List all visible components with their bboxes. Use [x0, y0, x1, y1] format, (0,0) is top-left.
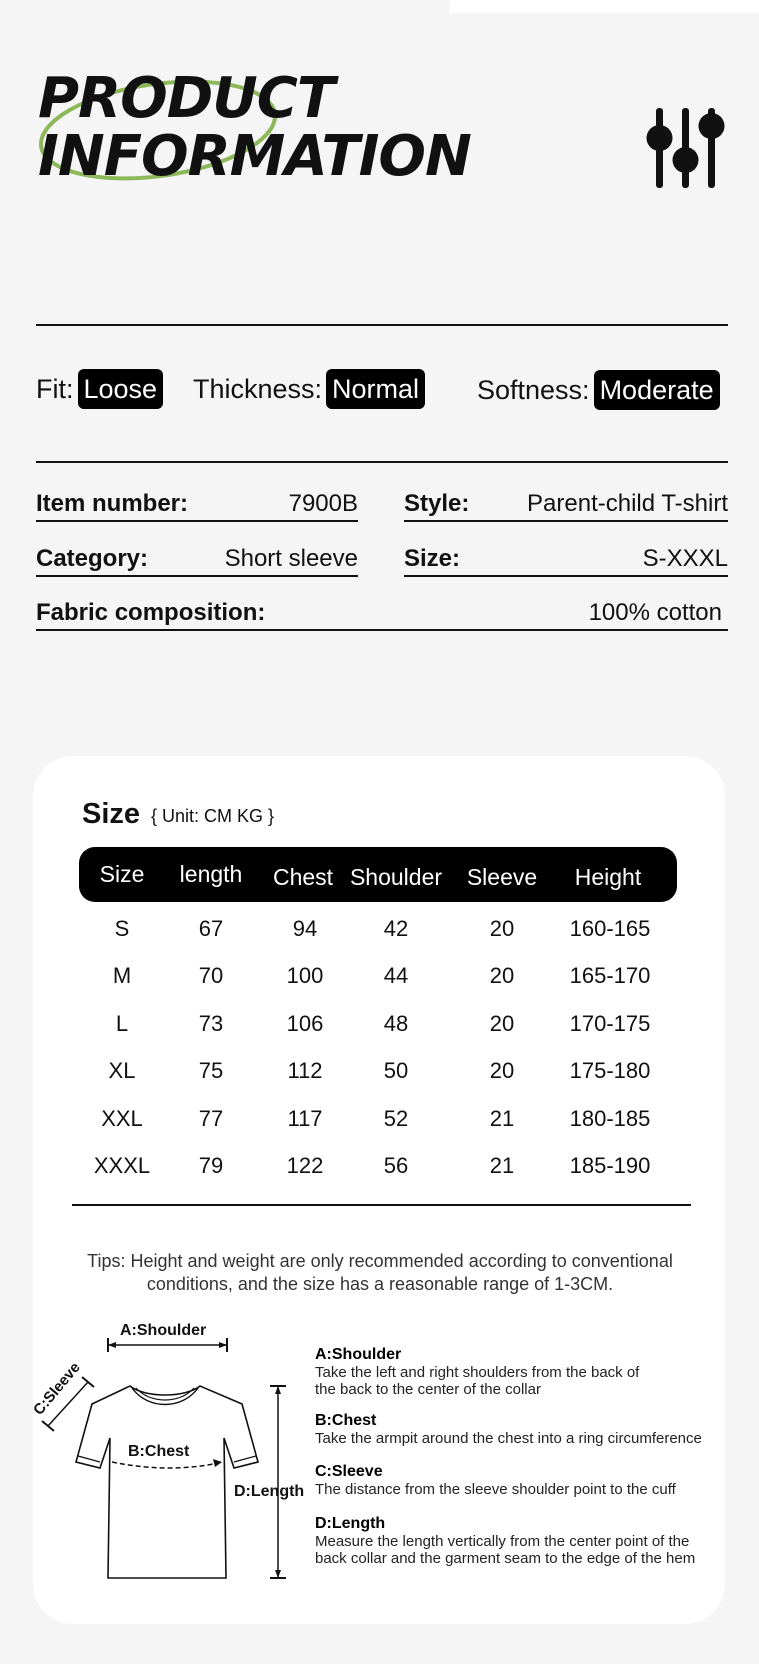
table-cell: XXL [101, 1105, 143, 1131]
header-length: length [179, 861, 243, 887]
header-size: Size [99, 861, 145, 887]
info-label: Style: [404, 490, 470, 517]
measure-chest [315, 1412, 702, 1447]
table-cell: XXXL [93, 1153, 151, 1178]
measure-title: A:Shoulder [315, 1346, 402, 1363]
table-cell: 79 [198, 1153, 224, 1178]
tips-line-2: conditions, and the size has a reasonable range of 1-3CM. [146, 1274, 614, 1294]
measure-line: Measure the length vertically from the center point of the [315, 1533, 690, 1550]
page-title [38, 66, 471, 189]
info-category [36, 545, 358, 577]
diagram-shoulder-label: A:Shoulder [120, 1322, 207, 1339]
info-value: Parent-child T-shirt [527, 490, 728, 517]
info-label: Fabric composition: [36, 599, 266, 626]
table-cell: 185-190 [569, 1153, 651, 1178]
attr-badge: Normal [326, 369, 425, 409]
attr-badge: Loose [78, 369, 164, 409]
table-cell: 67 [198, 916, 224, 941]
table-cell: 20 [489, 963, 515, 989]
table-cell: 106 [286, 1010, 324, 1036]
tshirt-diagram [20, 1316, 320, 1586]
attr-softness [477, 370, 720, 410]
info-label: Item number: [36, 490, 189, 517]
table-cell: 180-185 [569, 1105, 651, 1131]
table-cell: 44 [383, 963, 409, 989]
measure-line: Take the left and right shoulders from the back of [315, 1364, 640, 1381]
attr-label: Fit: [36, 373, 74, 404]
table-cell: S [114, 916, 130, 941]
table-cell: 165-170 [569, 963, 651, 989]
table-cell: 77 [198, 1105, 224, 1131]
table-cell: 175-180 [569, 1058, 651, 1084]
header-chest: Chest [272, 864, 334, 890]
measure-title: C:Sleeve [315, 1463, 383, 1480]
measure-line: Take the armpit around the chest into a ring circumference [315, 1430, 702, 1447]
table-cell: 100 [286, 963, 324, 989]
table-cell: 20 [489, 916, 515, 941]
table-cell: 52 [383, 1105, 409, 1131]
top-white-strip [450, 0, 759, 13]
table-cell: 42 [383, 916, 409, 941]
tips-line-1: Tips: Height and weight are only recommended according to conventional [87, 1251, 673, 1271]
size-chart-title: Size [82, 798, 141, 830]
divider-top [36, 324, 728, 326]
attr-badge: Moderate [594, 370, 720, 410]
info-value: Short sleeve [224, 545, 358, 572]
info-value: 100% cotton [588, 599, 722, 626]
measure-title: B:Chest [315, 1412, 377, 1429]
info-item-number [36, 490, 358, 522]
info-label: Size: [404, 545, 461, 572]
table-cell: 160-165 [569, 916, 651, 941]
table-cell: 50 [383, 1058, 409, 1084]
table-cell: XL [108, 1058, 136, 1084]
table-cell: 73 [198, 1010, 224, 1036]
table-cell: 70 [198, 963, 224, 989]
attr-thickness [193, 369, 425, 409]
table-cell: L [115, 1010, 129, 1036]
size-table-header [79, 847, 677, 902]
sliders-icon [644, 106, 728, 190]
measure-line: The distance from the sleeve shoulder point to the cuff [315, 1481, 676, 1498]
table-cell: 94 [292, 916, 318, 941]
info-value: 7900B [288, 490, 358, 517]
info-style [404, 490, 728, 522]
diagram-length-label: D:Length [234, 1483, 305, 1500]
header-sleeve: Sleeve [466, 864, 538, 890]
table-cell: 117 [287, 1105, 323, 1131]
diagram-sleeve-label: C:Sleeve [30, 1359, 84, 1419]
info-label: Category: [36, 545, 149, 572]
table-cell: 170-175 [569, 1010, 651, 1036]
table-cell: M [112, 963, 132, 989]
attr-label: Softness: [477, 374, 590, 405]
table-cell: 20 [489, 1058, 515, 1084]
header-height: Height [574, 864, 642, 890]
title-line-1: PRODUCT [38, 66, 335, 131]
table-cell: 21 [489, 1105, 515, 1131]
table-cell: 48 [383, 1010, 409, 1036]
table-cell: 122 [286, 1153, 324, 1178]
measure-sleeve [315, 1463, 676, 1498]
table-cell: 20 [489, 1010, 515, 1036]
table-cell: 75 [198, 1058, 224, 1084]
table-cell: 21 [489, 1153, 515, 1178]
size-chart-unit: { Unit: CM KG } [151, 806, 275, 826]
divider-middle [36, 461, 728, 463]
attr-label: Thickness: [193, 373, 323, 404]
info-size [404, 545, 728, 577]
measure-line: the back to the center of the collar [315, 1381, 541, 1398]
measure-length [315, 1515, 695, 1567]
measure-shoulder [315, 1346, 639, 1398]
title-line-2: INFORMATION [38, 124, 471, 189]
info-value: S-XXXL [642, 545, 728, 572]
table-bottom-rule [72, 1204, 691, 1206]
table-cell: 112 [287, 1058, 323, 1084]
measure-line: back collar and the garment seam to the edge of the hem [315, 1550, 696, 1567]
attr-fit [36, 369, 163, 409]
header-shoulder: Shoulder [349, 864, 443, 890]
measure-title: D:Length [315, 1515, 386, 1532]
tips-text [60, 1250, 700, 1296]
info-fabric [36, 599, 728, 631]
diagram-chest-label: B:Chest [128, 1443, 190, 1460]
table-cell: 56 [383, 1153, 409, 1178]
